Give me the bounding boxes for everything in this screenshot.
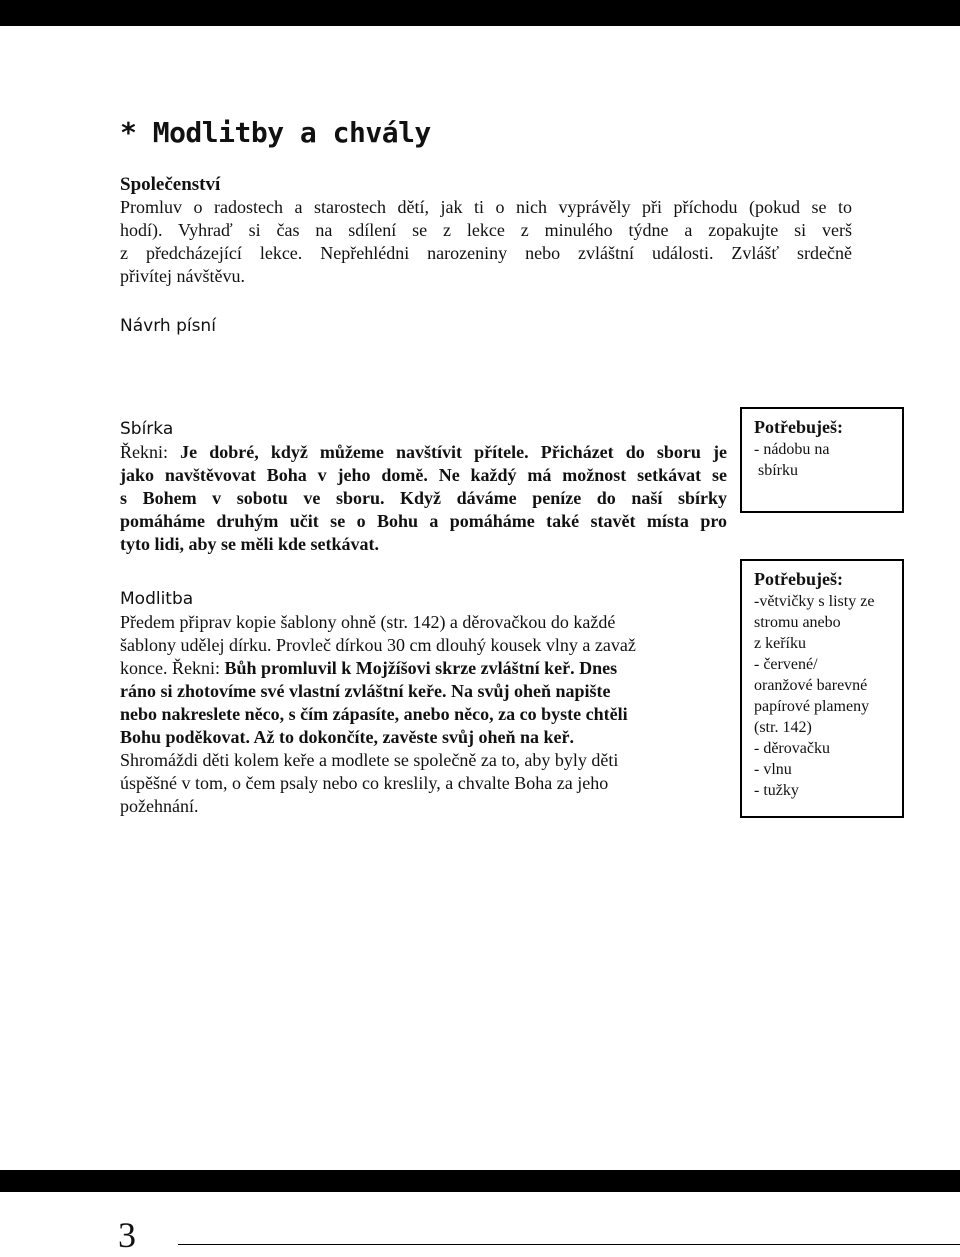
materials-heading: Potřebuješ: — [754, 569, 843, 589]
paragraph — [120, 611, 700, 818]
text-line: z předcházející lekce. Nepřehlédni narozeniny nebo zvláštní události. Zvlášť srdečně — [120, 243, 852, 263]
top-black-bar — [0, 0, 960, 26]
materials-box-sbirka — [740, 407, 904, 513]
footer-rule — [178, 1244, 960, 1245]
materials-item: - tužky — [754, 782, 799, 799]
text-line: přivítej návštěvu. — [120, 266, 245, 286]
text-line: hodí). Vyhraď si čas na sdílení se z lekce z minulého týdne a zopakujte si verš — [120, 220, 852, 240]
materials-heading: Potřebuješ: — [754, 417, 843, 437]
say-prefix: Řekni: — [120, 442, 181, 462]
materials-item: stromu anebo — [754, 614, 841, 631]
text-line: nebo nakreslete něco, s čím zápasíte, anebo něco, za co byste chtěli — [120, 704, 628, 724]
materials-item: -větvičky s listy ze — [754, 593, 875, 610]
text-line: Promluv o radostech a starostech dětí, jak ti o nich vyprávěly při příchodu (pokud se to — [120, 197, 852, 217]
text-line: úspěšné v tom, o čem psaly nebo co kreslily, a chvalte Boha za jeho — [120, 773, 609, 793]
say-prefix: konce. Řekni: — [120, 658, 225, 678]
text-line — [120, 441, 727, 464]
materials-item: oranžové barevné — [754, 677, 868, 694]
text-line: šablony udělej dírku. Provleč dírkou 30 cm dlouhý kousek vlny a zavaž — [120, 635, 636, 655]
paragraph — [120, 196, 852, 288]
bottom-black-bar — [0, 1170, 960, 1192]
page-number: 3 — [118, 1215, 136, 1255]
text-line: s Bohem v sobotu ve sboru. Když dáváme peníze do naší sbírky — [120, 488, 727, 508]
text-line: pomáháme druhým učit se o Bohu a pomáháme také stavět místa pro — [120, 511, 727, 531]
materials-item: z keříku — [754, 635, 806, 652]
materials-item: - červené/ — [754, 656, 818, 673]
section-heading: Návrh písní — [120, 316, 216, 336]
materials-item: - nádobu na — [754, 441, 830, 458]
materials-item: - děrovačku — [754, 740, 830, 757]
materials-item: papírové plameny — [754, 698, 870, 715]
section-heading: Modlitba — [120, 589, 194, 609]
section-heading: Společenství — [120, 174, 221, 195]
section-navrh-pisni — [120, 315, 520, 338]
section-spolecenstvi — [120, 173, 852, 288]
materials-item: (str. 142) — [754, 719, 812, 736]
materials-box-modlitba — [740, 559, 904, 818]
text-line: Shromáždi děti kolem keře a modlete se společně za to, aby byly děti — [120, 750, 619, 770]
text-line: jako navštěvovat Boha v jeho domě. Ne každý má možnost setkávat se — [120, 465, 727, 485]
text-line: Předem připrav kopie šablony ohně (str. 142) a děrovačkou do každé — [120, 612, 616, 632]
text-line: Bohu poděkovat. Až to dokončíte, zavěste svůj oheň na keř. — [120, 727, 575, 747]
text-line — [120, 657, 700, 680]
section-heading: Sbírka — [120, 419, 174, 439]
text-line: tyto lidi, aby se měli kde setkávat. — [120, 534, 379, 554]
materials-item: - vlnu — [754, 761, 792, 778]
section-modlitba — [120, 588, 700, 818]
bold-text: Je dobré, když můžeme navštívit přítele. Přicházet do sboru je — [180, 442, 727, 462]
section-sbirka — [120, 418, 727, 556]
bold-text: Bůh promluvil k Mojžíšovi skrze zvláštní keř. Dnes — [224, 658, 618, 678]
text-line: ráno si zhotovíme své vlastní zvláštní keře. Na svůj oheň napište — [120, 681, 611, 701]
text-line: požehnání. — [120, 796, 199, 816]
page-title: * Modlitby a chvály — [120, 116, 431, 149]
paragraph — [120, 441, 727, 556]
materials-item: sbírku — [754, 462, 798, 479]
